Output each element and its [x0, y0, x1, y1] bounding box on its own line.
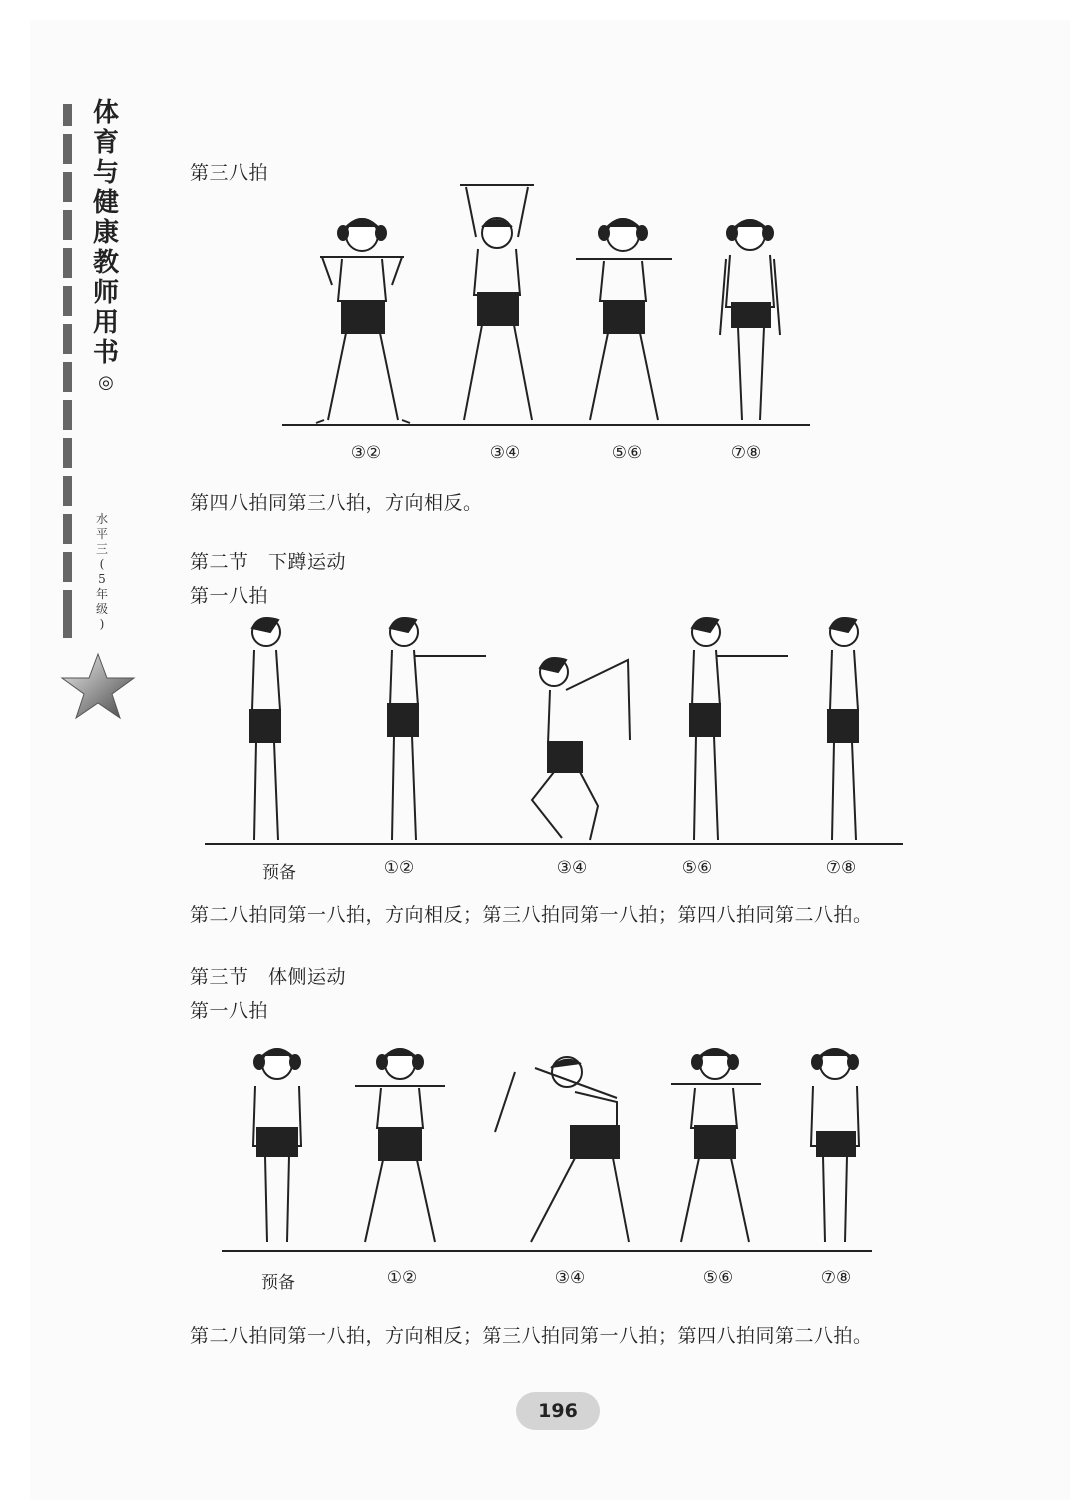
section2-heading: 第一八拍 — [190, 585, 269, 607]
beat-label: ⑦⑧ — [825, 858, 857, 878]
section1-heading: 第三八拍 — [190, 162, 269, 184]
figure-pose — [460, 185, 534, 420]
beat-label: ①② — [386, 1268, 418, 1288]
section1-note: 第四八拍同第三八拍，方向相反。 — [190, 492, 483, 514]
beat-label: ③② — [350, 443, 382, 463]
sidebar-dash — [63, 210, 72, 240]
section3-note: 第二八拍同第一八拍，方向相反；第三八拍同第一八拍；第四八拍同第二八拍。 — [190, 1325, 873, 1347]
section3-title: 第三节 体侧运动 — [190, 966, 347, 988]
section2-title: 第二节 下蹲运动 — [190, 551, 347, 573]
figure-pose — [532, 658, 630, 840]
sidebar-dash — [63, 438, 72, 468]
ground-line — [282, 424, 810, 426]
section2-note: 第二八拍同第一八拍，方向相反；第三八拍同第一八拍；第四八拍同第二八拍。 — [190, 904, 873, 926]
ground-line — [222, 1250, 872, 1252]
sidebar-dash — [63, 324, 72, 354]
beat-label: ①② — [383, 858, 415, 878]
sidebar-dash — [63, 248, 72, 278]
figure-pose — [495, 1057, 629, 1242]
figure-pose — [388, 618, 486, 840]
figure-pose — [576, 219, 672, 420]
sidebar-dash — [63, 476, 72, 506]
page-number: 196 — [516, 1392, 600, 1430]
beat-label: 预备 — [261, 1273, 295, 1293]
book-title: 体 育 与 健 康 教 师 用 书 ◎ — [92, 98, 119, 393]
sidebar-dash — [63, 552, 72, 582]
ground-line — [205, 843, 903, 845]
sidebar-dash — [63, 362, 72, 392]
beat-label: ⑤⑥ — [611, 443, 643, 463]
sidebar-dash — [63, 400, 72, 430]
star-icon — [60, 652, 136, 720]
figure-pose — [671, 1049, 761, 1242]
sidebar-dash — [63, 590, 72, 638]
exercise-figures-row3 — [225, 1042, 875, 1250]
sidebar-dash — [63, 514, 72, 544]
figure-pose — [316, 219, 410, 423]
figure-pose — [811, 1049, 859, 1242]
beat-label: 预备 — [262, 863, 296, 883]
beat-label: ⑦⑧ — [730, 443, 762, 463]
sidebar-dash — [63, 134, 72, 164]
figure-pose — [355, 1049, 445, 1242]
grade-level: 水 平 三 ( 5 年 级 ) — [95, 512, 108, 631]
sidebar-dash — [63, 104, 72, 126]
beat-label: ⑤⑥ — [702, 1268, 734, 1288]
sidebar-dash — [63, 286, 72, 316]
figure-pose — [828, 618, 858, 840]
exercise-figures-row2 — [210, 610, 910, 846]
section3-heading: 第一八拍 — [190, 1000, 269, 1022]
figure-pose — [720, 220, 780, 420]
beat-label: ⑤⑥ — [681, 858, 713, 878]
beat-label: ③④ — [554, 1268, 586, 1288]
exercise-figures-row1 — [280, 175, 820, 430]
sidebar-dash — [63, 172, 72, 202]
beat-label: ⑦⑧ — [820, 1268, 852, 1288]
figure-pose — [690, 618, 788, 840]
beat-label: ③④ — [556, 858, 588, 878]
figure-pose — [253, 1049, 301, 1242]
figure-pose — [250, 618, 280, 840]
beat-label: ③④ — [489, 443, 521, 463]
